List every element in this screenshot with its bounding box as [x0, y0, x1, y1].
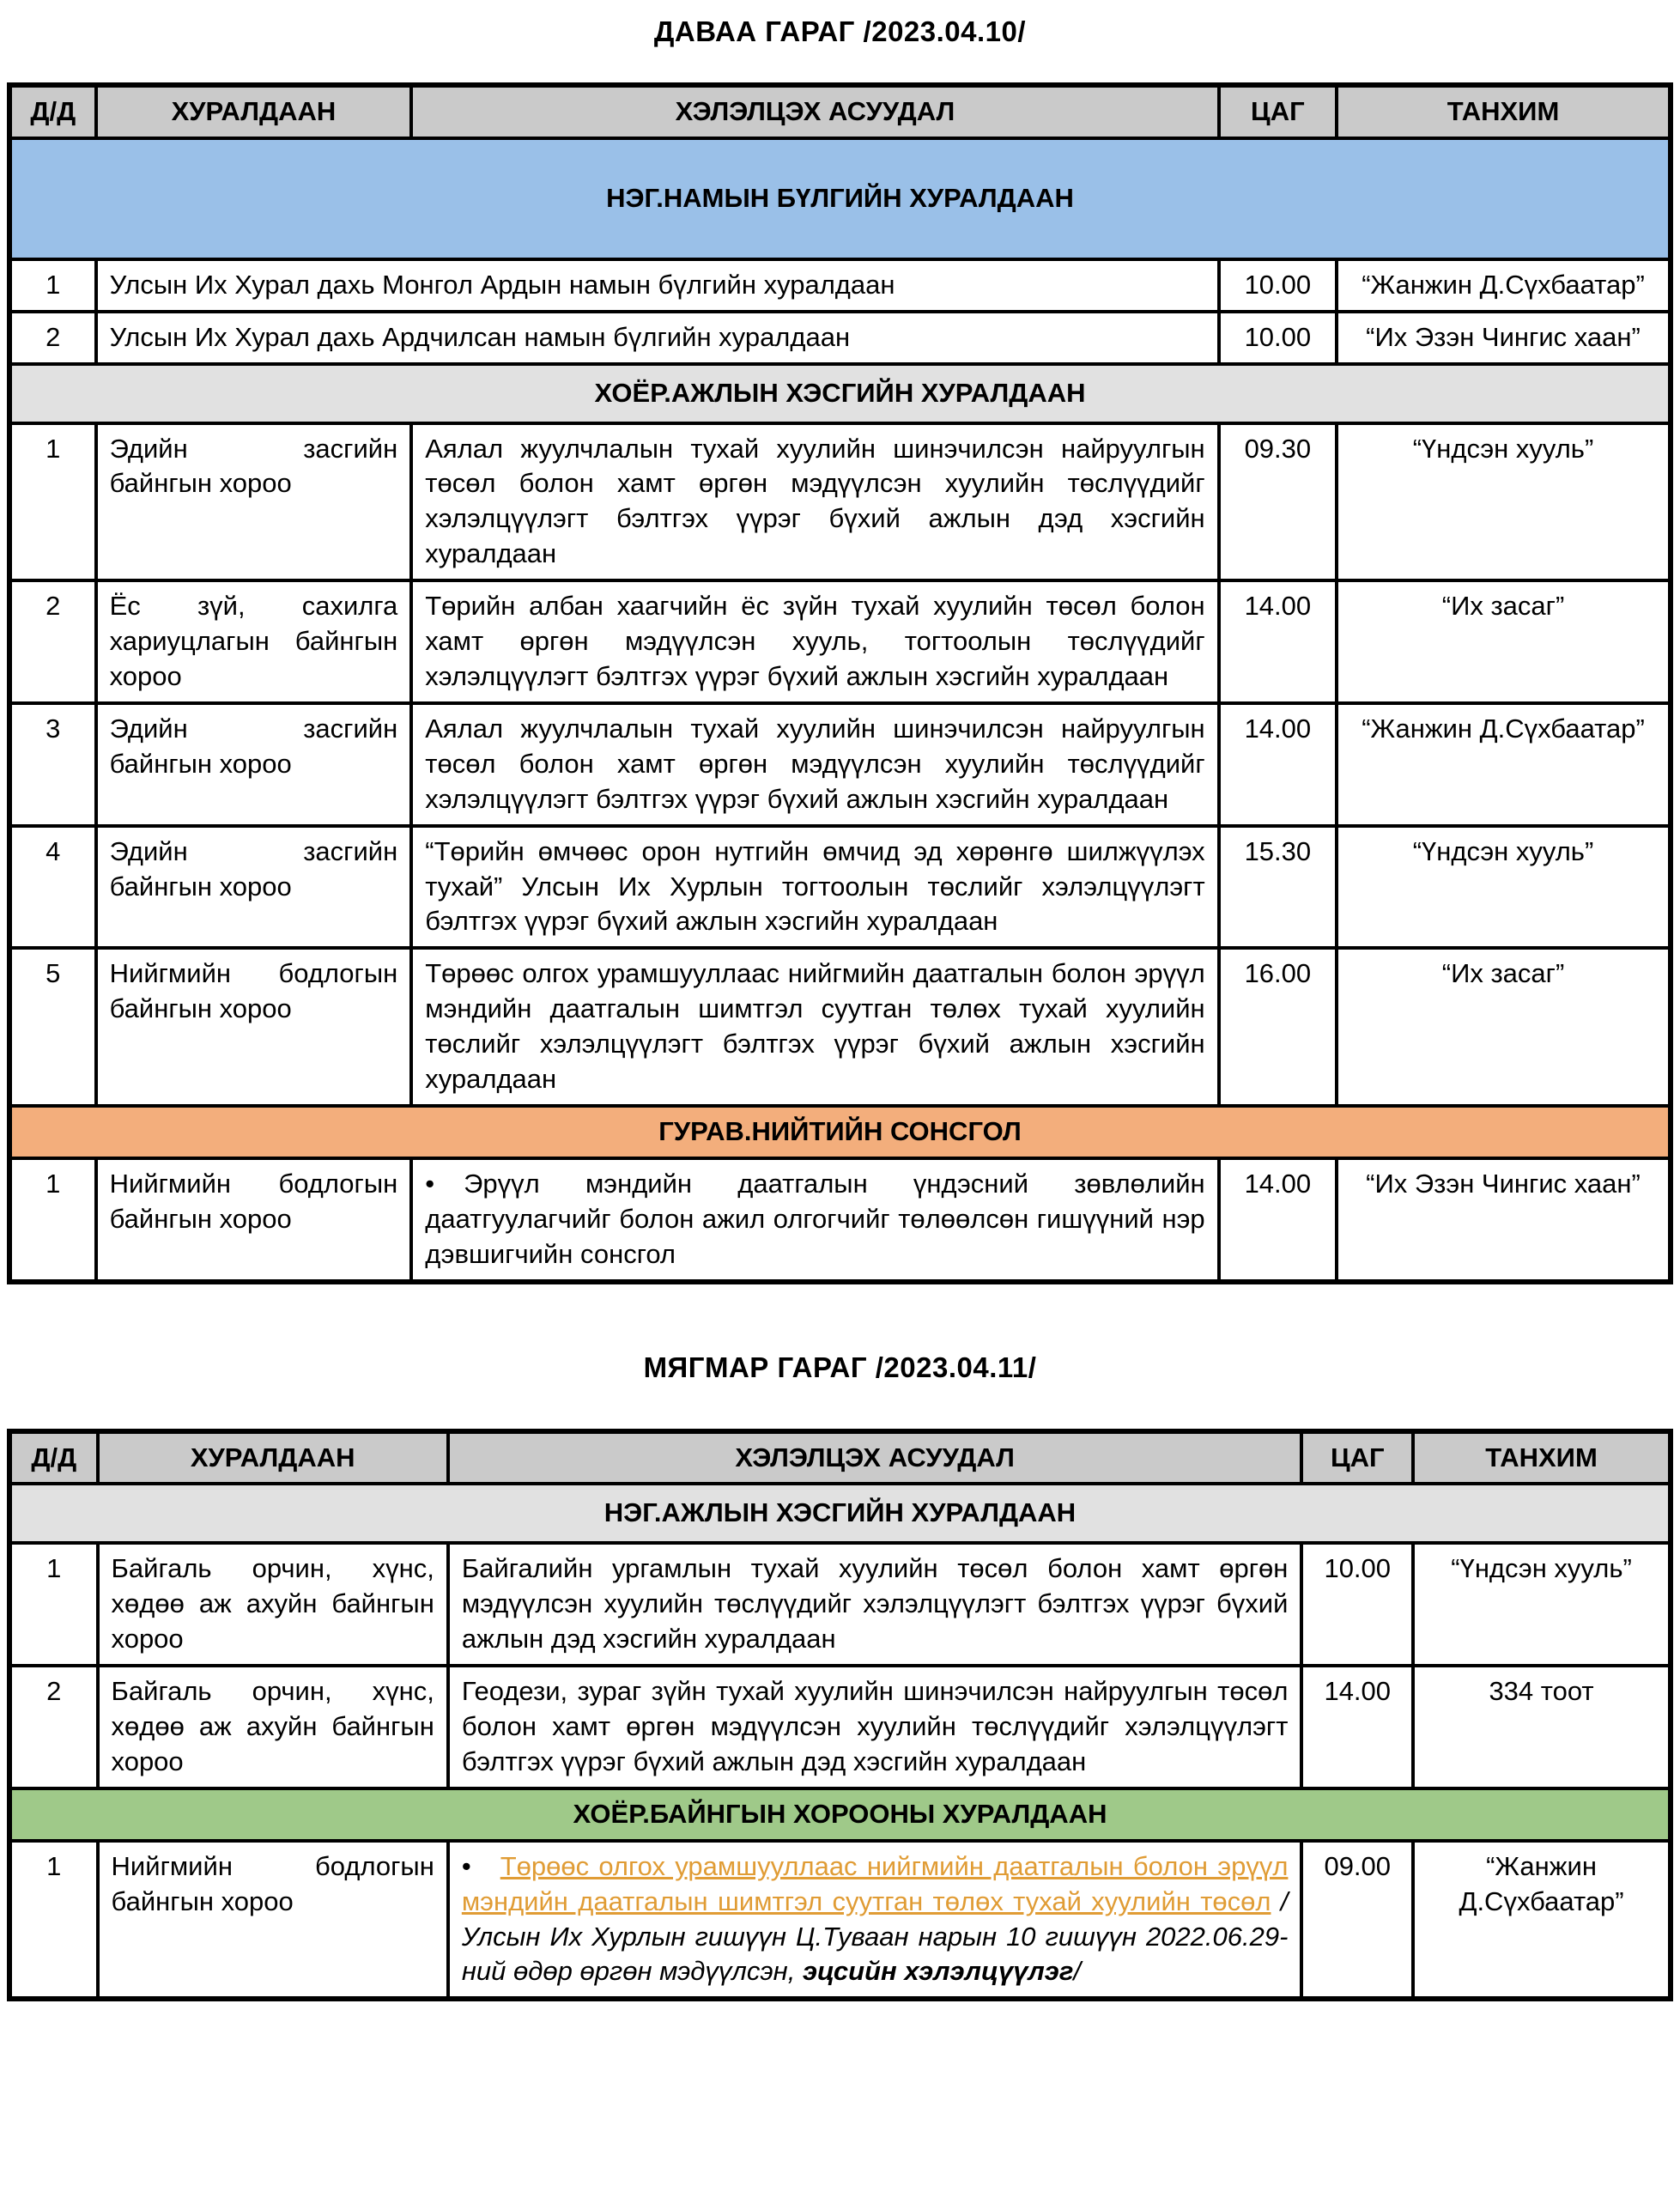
agenda-cell: Байгалийн ургамлын тухай хуулийн төсөл болон хамт өргөн мэдүүлсэн хуулийн төслүүдийг хэлэлцүүлэгт бэлтгэх үүрэг бүхий ажлын дэд хэсгийн хуралдаан	[448, 1543, 1302, 1666]
agenda-text: Эрүүл мэндийн даатгалын үндэсний зөвлөлийн даатгуулагчийг болон ажил олгогчийг төлөөлсөн гишүүний нэр дэвшигчийн сонсгол	[425, 1168, 1205, 1269]
row-number: 4	[9, 826, 96, 949]
col-header-agenda: ХЭЛЭЛЦЭХ АСУУДАЛ	[448, 1431, 1302, 1485]
agenda-cell: Геодези, зураг зүйн тухай хуулийн шинэчилсэн найруулгын төсөл болон хамт өргөн мэдүүлсэн хуулийн төслүүдийг хэлэлцүүлэгт бэлтгэх үүрэг бүхий ажлын дэд хэсгийн хуралдаан	[448, 1666, 1302, 1788]
time-cell: 09.30	[1219, 423, 1337, 581]
agenda-link[interactable]: Төрөөс олгох урамшууллаас нийгмийн даатгалын болон эрүүл мэндийн даатгалын шимтгэл суутган төлөх тухай хуулийн төсөл	[461, 1850, 1289, 1916]
section-title: ХОЁР.БАЙНГЫН ХОРООНЫ ХУРАЛДААН	[9, 1788, 1671, 1841]
agenda-cell: “Төрийн өмчөөс орон нутгийн өмчид эд хөрөнгө шилжүүлэх тухай” Улсын Их Хурлын тогтоолын төслийг хэлэлцүүлэгт бэлтгэх үүрэг бүхий ажлын хэсгийн хуралдаан	[411, 826, 1218, 949]
hall-cell: “Жанжин Д.Сүхбаатар”	[1337, 703, 1671, 826]
agenda-cell	[411, 1158, 1218, 1282]
section-title: ГУРАВ.НИЙТИЙН СОНСГОЛ	[9, 1106, 1671, 1158]
bullet-icon: •	[461, 1850, 471, 1881]
row-number: 1	[9, 259, 96, 312]
col-header-num: Д/Д	[9, 1431, 98, 1485]
agenda-cell	[448, 1841, 1302, 2000]
table-row	[9, 1543, 1671, 1666]
hall-cell: “Үндсэн хууль”	[1413, 1543, 1671, 1666]
hall-cell: “Их засаг”	[1337, 948, 1671, 1106]
row-number: 2	[9, 312, 96, 364]
day1-section3-strip	[9, 1106, 1671, 1158]
table-row	[9, 1841, 1671, 2000]
agenda-cell: Төрийн албан хаагчийн ёс зүйн тухай хуулийн төсөл болон хамт өргөн мэдүүлсэн хууль, тогтоолын төслүүдийг хэлэлцүүлэгт бэлтгэх үүрэг бүхий ажлын хэсгийн хуралдаан	[411, 580, 1218, 703]
time-cell: 14.00	[1301, 1666, 1413, 1788]
meeting-cell: Нийгмийн бодлогын байнгын хороо	[96, 1158, 412, 1282]
day1-schedule-table	[7, 82, 1673, 1284]
day1-header-row	[9, 85, 1671, 138]
day1-section2-strip	[9, 364, 1671, 423]
time-cell: 14.00	[1219, 703, 1337, 826]
time-cell: 10.00	[1301, 1543, 1413, 1666]
hall-cell: “Их засаг”	[1337, 580, 1671, 703]
row-number: 1	[9, 1543, 98, 1666]
row-number: 3	[9, 703, 96, 826]
agenda-cell: Улсын Их Хурал дахь Ардчилсан намын бүлгийн хуралдаан	[96, 312, 1219, 364]
meeting-cell: Байгаль орчин, хүнс, хөдөө аж ахуйн байнгын хороо	[98, 1666, 448, 1788]
hall-cell: “Үндсэн хууль”	[1337, 423, 1671, 581]
table-row	[9, 259, 1671, 312]
day2-header-row	[9, 1431, 1671, 1485]
meeting-cell: Нийгмийн бодлогын байнгын хороо	[98, 1841, 448, 2000]
col-header-time: ЦАГ	[1219, 85, 1337, 138]
bullet-icon: •	[425, 1168, 435, 1199]
meeting-cell: Эдийн засгийн байнгын хороо	[96, 703, 412, 826]
col-header-meeting: ХУРАЛДААН	[98, 1431, 448, 1485]
hall-cell: “Жанжин Д.Сүхбаатар”	[1413, 1841, 1671, 2000]
row-number: 2	[9, 1666, 98, 1788]
col-header-time: ЦАГ	[1301, 1431, 1413, 1485]
row-number: 1	[9, 423, 96, 581]
table-row	[9, 703, 1671, 826]
time-cell: 14.00	[1219, 580, 1337, 703]
day2-title: МЯГМАР ГАРАГ /2023.04.11/	[643, 1351, 1037, 1383]
section-title: НЭГ.НАМЫН БҮЛГИЙН ХУРАЛДААН	[9, 138, 1671, 259]
day1-title: ДАВАА ГАРАГ /2023.04.10/	[653, 15, 1027, 47]
section-title: ХОЁР.АЖЛЫН ХЭСГИЙН ХУРАЛДААН	[9, 364, 1671, 423]
hall-cell: “Их Эзэн Чингис хаан”	[1337, 312, 1671, 364]
meeting-cell: Эдийн засгийн байнгын хороо	[96, 826, 412, 949]
table-row	[9, 580, 1671, 703]
col-header-agenda: ХЭЛЭЛЦЭХ АСУУДАЛ	[411, 85, 1218, 138]
day1-section1-strip	[9, 138, 1671, 259]
time-cell: 14.00	[1219, 1158, 1337, 1282]
meeting-cell: Байгаль орчин, хүнс, хөдөө аж ахуйн байнгын хороо	[98, 1543, 448, 1666]
row-number: 1	[9, 1841, 98, 2000]
col-header-hall: ТАНХИМ	[1413, 1431, 1671, 1485]
row-number: 5	[9, 948, 96, 1106]
agenda-note: /Улсын Их Хурлын гишүүн Ц.Туваан нарын 10 гишүүн 2022.06.29-ний өдөр өргөн мэдүүлсэн,	[461, 1885, 1289, 1987]
day2-schedule-table	[7, 1429, 1673, 2002]
agenda-cell: Аялал жуулчлалын тухай хуулийн шинэчилсэн найруулгын төсөл болон хамт өргөн мэдүүлсэн хуулийн төслүүдийг хэлэлцүүлэгт бэлтгэх үүрэг бүхий ажлын хэсгийн хуралдаан	[411, 703, 1218, 826]
hall-cell: “Жанжин Д.Сүхбаатар”	[1337, 259, 1671, 312]
day2-section1-strip	[9, 1484, 1671, 1543]
agenda-note-bold: эцсийн хэлэлцүүлэг	[802, 1956, 1074, 1987]
meeting-cell: Эдийн засгийн байнгын хороо	[96, 423, 412, 581]
time-cell: 09.00	[1301, 1841, 1413, 2000]
col-header-num: Д/Д	[9, 85, 96, 138]
hall-cell: 334 тоот	[1413, 1666, 1671, 1788]
hall-cell: “Үндсэн хууль”	[1337, 826, 1671, 949]
agenda-cell: Улсын Их Хурал дахь Монгол Ардын намын бүлгийн хуралдаан	[96, 259, 1219, 312]
row-number: 2	[9, 580, 96, 703]
col-header-hall: ТАНХИМ	[1337, 85, 1671, 138]
section-title: НЭГ.АЖЛЫН ХЭСГИЙН ХУРАЛДААН	[9, 1484, 1671, 1543]
table-row	[9, 826, 1671, 949]
meeting-cell: Нийгмийн бодлогын байнгын хороо	[96, 948, 412, 1106]
time-cell: 16.00	[1219, 948, 1337, 1106]
col-header-meeting: ХУРАЛДААН	[96, 85, 412, 138]
time-cell: 15.30	[1219, 826, 1337, 949]
table-row	[9, 312, 1671, 364]
time-cell: 10.00	[1219, 312, 1337, 364]
agenda-cell: Аялал жуулчлалын тухай хуулийн шинэчилсэн найруулгын төсөл болон хамт өргөн мэдүүлсэн хуулийн төслүүдийг хэлэлцүүлэгт бэлтгэх үүрэг бүхий ажлын дэд хэсгийн хуралдаан	[411, 423, 1218, 581]
agenda-note-end: /	[1073, 1956, 1082, 1987]
table-row	[9, 1158, 1671, 1282]
table-row	[9, 1666, 1671, 1788]
day2-section2-strip	[9, 1788, 1671, 1841]
table-row	[9, 948, 1671, 1106]
agenda-cell: Төрөөс олгох урамшууллаас нийгмийн даатгалын болон эрүүл мэндийн даатгалын шимтгэл суутган төлөх тухай хуулийн төслийг хэлэлцүүлэгт бэлтгэх үүрэг бүхий ажлын хэсгийн хуралдаан	[411, 948, 1218, 1106]
hall-cell: “Их Эзэн Чингис хаан”	[1337, 1158, 1671, 1282]
meeting-cell: Ёс зүй, сахилга хариуцлагын байнгын хороо	[96, 580, 412, 703]
table-row	[9, 423, 1671, 581]
time-cell: 10.00	[1219, 259, 1337, 312]
row-number: 1	[9, 1158, 96, 1282]
